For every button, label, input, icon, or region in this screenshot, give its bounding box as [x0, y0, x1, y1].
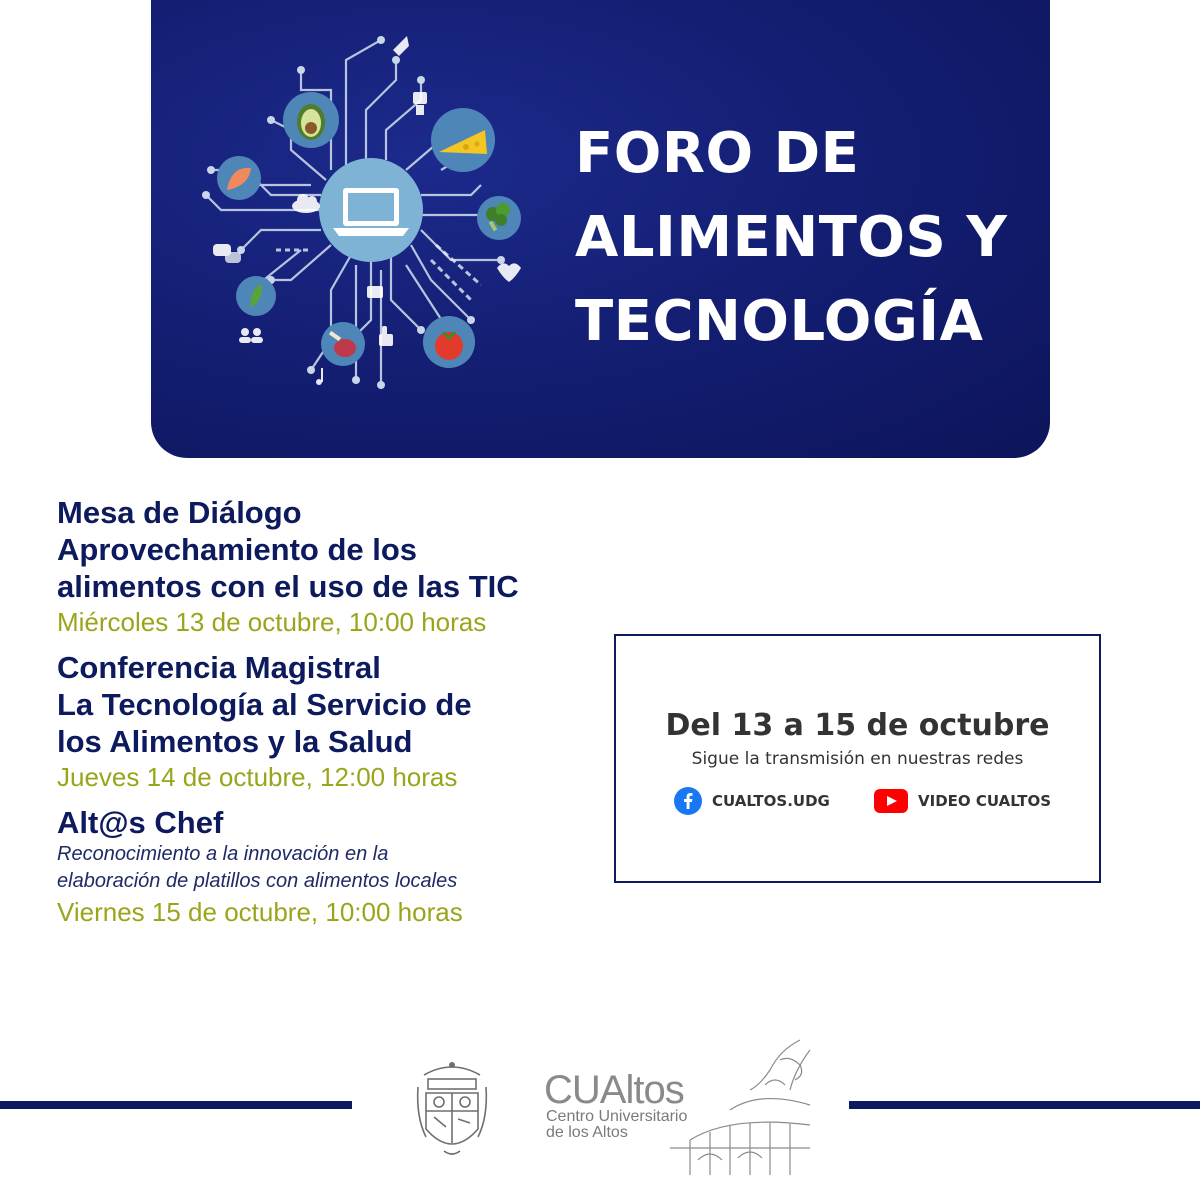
event-title-line: Conferencia Magistral — [57, 650, 381, 685]
event-date: Viernes 15 de octubre, 10:00 horas — [57, 897, 463, 927]
cualtos-logo-subtitle: de los Altos — [546, 1124, 628, 1141]
music-note-icon — [316, 368, 323, 385]
event-title-line: Alt@s Chef — [57, 805, 224, 840]
event-title-line: Aprovechamiento de los — [57, 532, 418, 567]
tomato-icon — [423, 316, 475, 368]
stream-subtitle: Sigue la transmisión en nuestras redes — [691, 749, 1024, 769]
stream-dates: Del 13 a 15 de octubre — [665, 708, 1050, 743]
event-title-line: los Alimentos y la Salud — [57, 724, 413, 759]
youtube-icon — [874, 789, 908, 813]
stream-info-box — [614, 634, 1101, 883]
cheese-icon — [431, 108, 495, 172]
salmon-icon — [217, 156, 261, 200]
users-icon — [239, 328, 263, 343]
cualtos-logo-name: CUAltos — [544, 1068, 684, 1112]
cualtos-building-sketch — [670, 1030, 820, 1180]
event-date: Jueves 14 de octubre, 12:00 horas — [57, 762, 458, 792]
event-title-line: La Tecnología al Servicio de — [57, 687, 472, 722]
event-title-line: alimentos con el uso de las TIC — [57, 569, 519, 604]
laptop-icon — [319, 158, 423, 262]
event-mesa-dialogo — [57, 494, 617, 639]
camera-icon — [367, 286, 383, 298]
rocket-icon — [393, 36, 409, 56]
herb-icon — [236, 276, 276, 316]
facebook-label: CUALTOS.UDG — [712, 792, 830, 810]
event-description-line: Reconocimiento a la innovación en la — [57, 843, 389, 865]
program-list — [57, 494, 617, 939]
title-line: ALIMENTOS Y — [575, 205, 1008, 270]
cloud-icon — [292, 194, 320, 213]
event-title-line: Mesa de Diálogo — [57, 495, 302, 530]
university-seal-logo — [414, 1057, 490, 1163]
event-altas-chef — [57, 804, 617, 929]
robot-icon — [413, 92, 427, 115]
footer-divider-right — [849, 1101, 1200, 1109]
youtube-label: VIDEO CUALTOS — [918, 792, 1052, 810]
footer-divider-left — [0, 1101, 352, 1109]
event-title — [575, 112, 1045, 364]
broccoli-icon — [477, 196, 521, 240]
title-line: FORO DE — [575, 121, 860, 186]
facebook-icon — [674, 787, 702, 815]
cualtos-logo-subtitle: Centro Universitario — [546, 1108, 688, 1125]
heart-icon — [497, 263, 521, 282]
event-description-line: elaboración de platillos con alimentos locales — [57, 870, 458, 892]
meat-icon — [321, 322, 365, 366]
title-line: TECNOLOGÍA — [575, 289, 984, 354]
cualtos-logo — [530, 1030, 820, 1180]
event-date: Miércoles 13 de octubre, 10:00 horas — [57, 607, 487, 637]
avocado-icon — [283, 92, 339, 148]
youtube-link[interactable] — [874, 786, 1051, 816]
chat-icon — [213, 244, 241, 263]
event-conferencia — [57, 649, 617, 794]
header-banner — [151, 0, 1050, 458]
facebook-link[interactable] — [674, 786, 830, 816]
food-technology-illustration — [181, 20, 581, 420]
